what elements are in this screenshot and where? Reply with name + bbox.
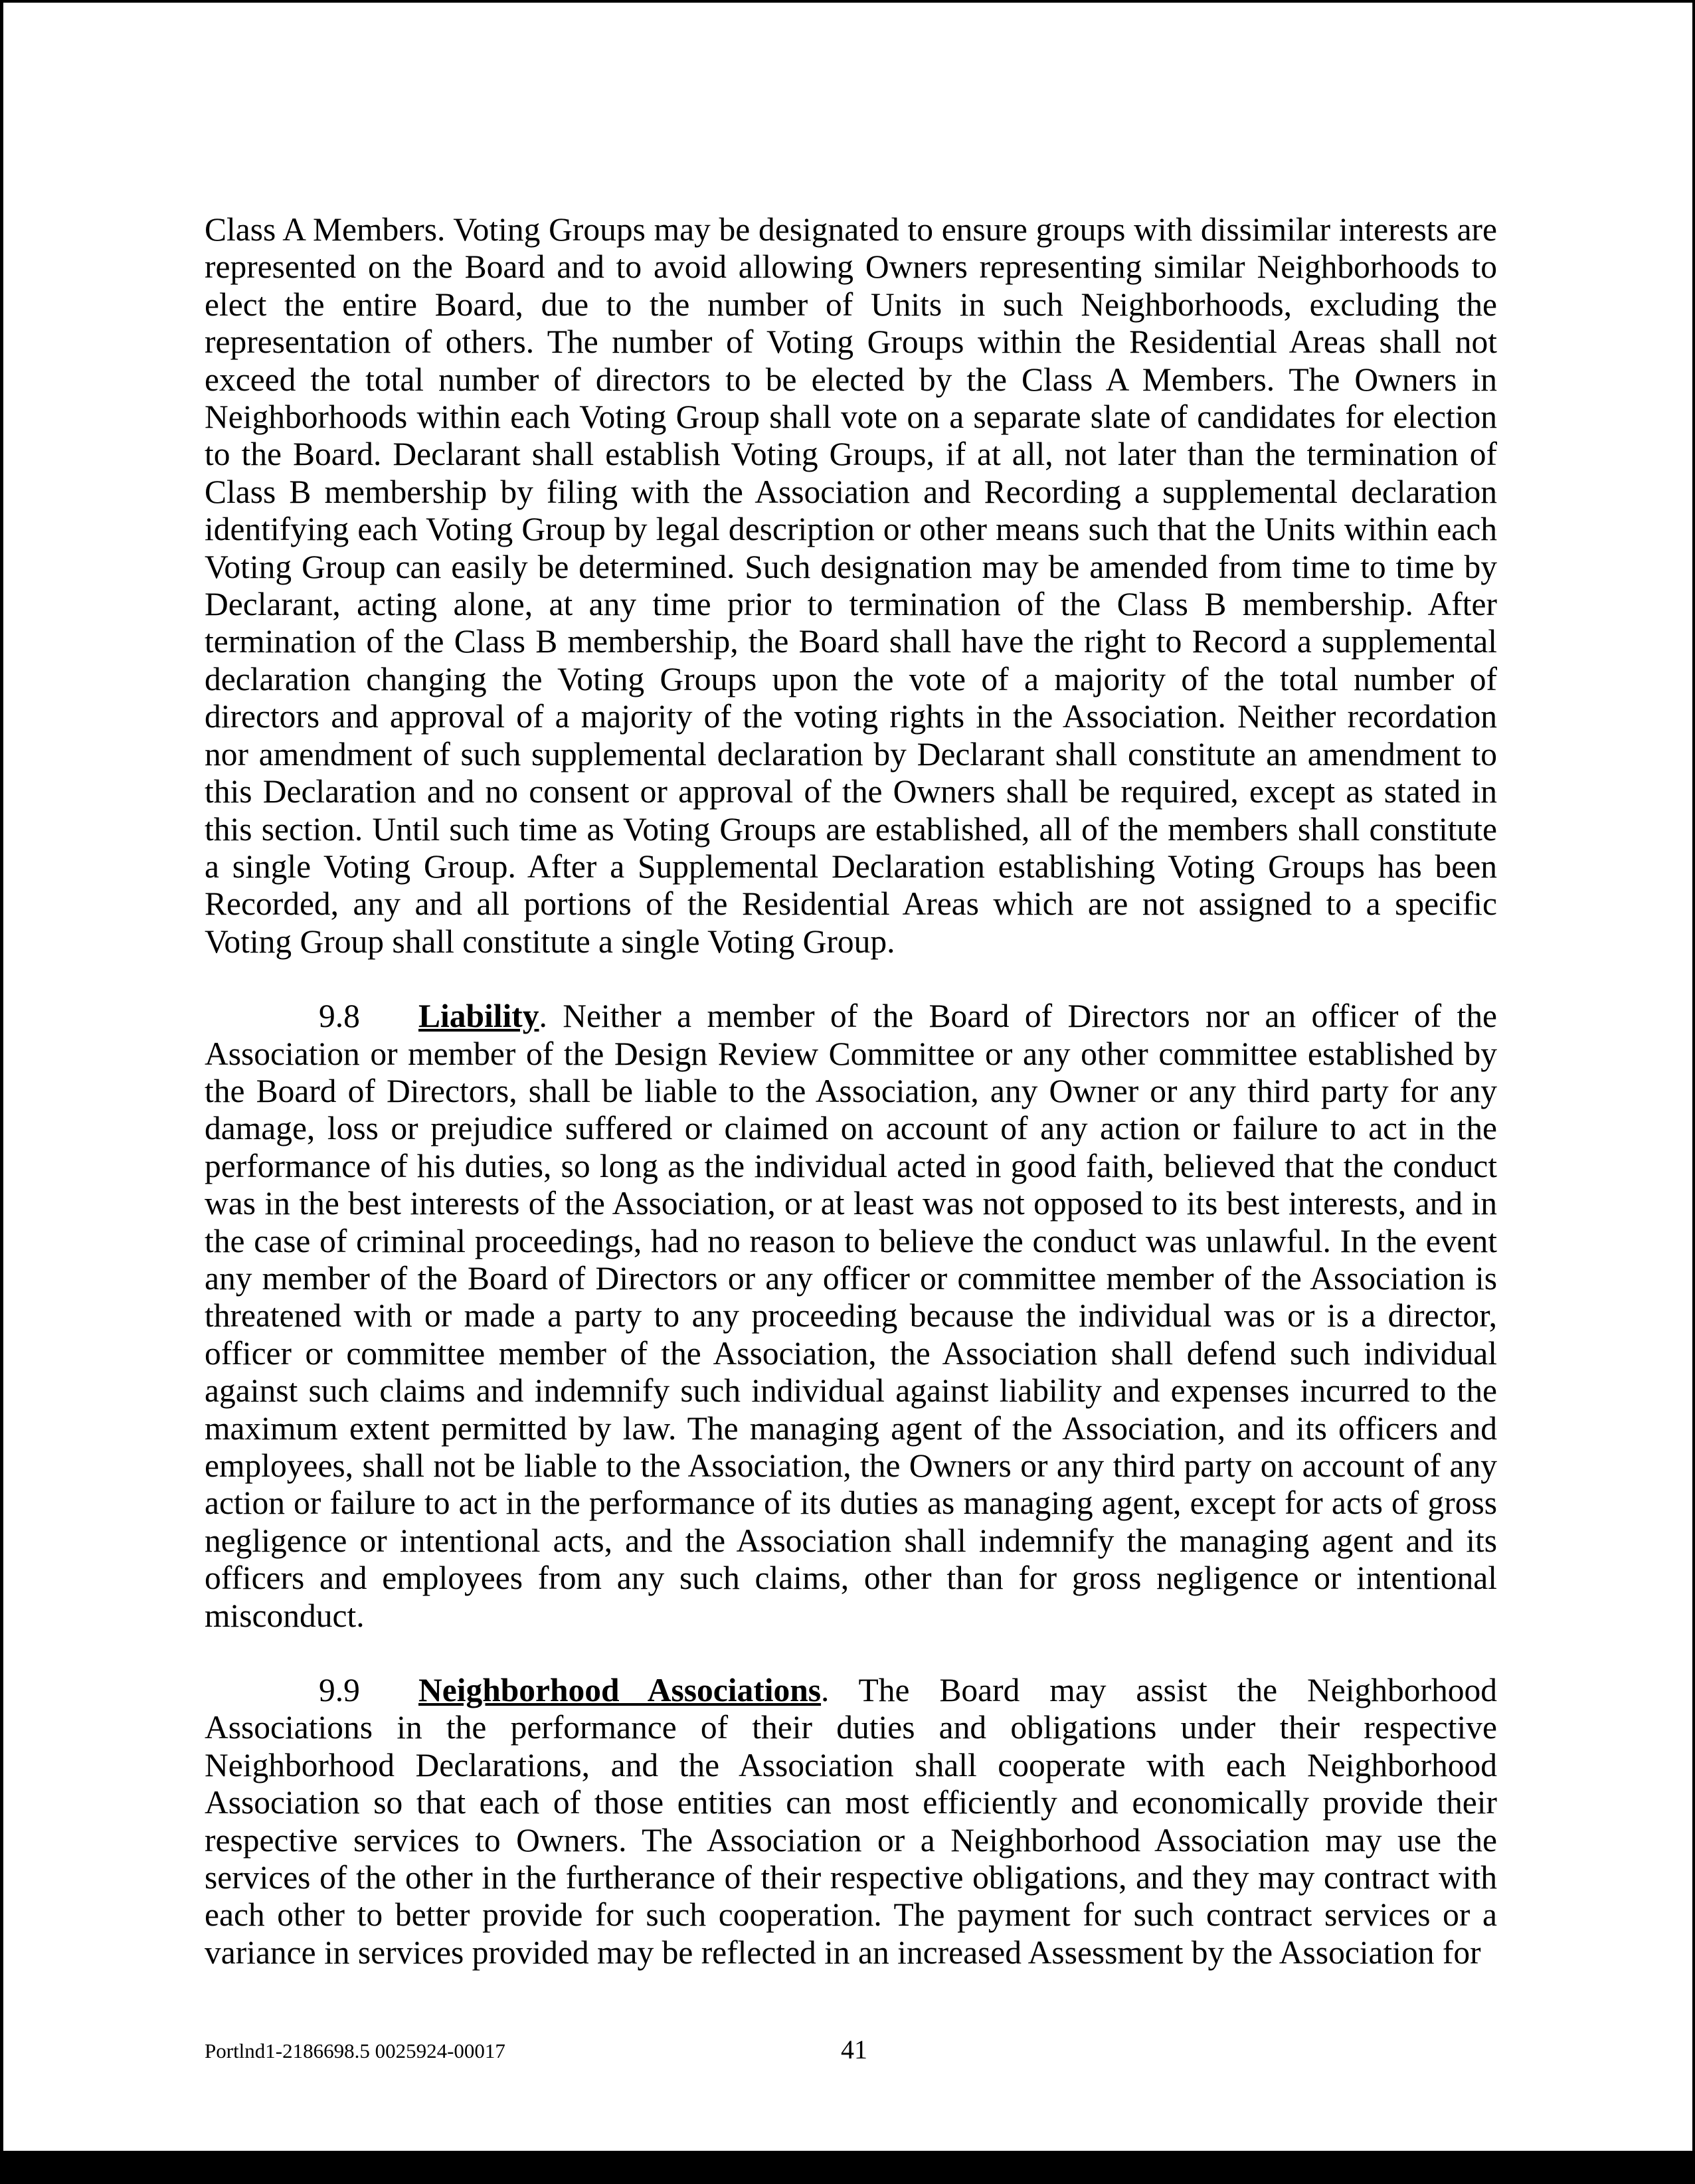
section-9-9-body: . The Board may assist the Neighborhood Associations in the performance of their duties and obligations under their respective Neighborhood Declarations, and the Association shall cooperate with each Neighborhood Association so that each of those entities can most efficiently and economically provide their respective services to Owners. The Association or a Neighborhood Association may use the services of the other in the furtherance of their respective obligations, and they may contract with each other to better provide for such cooperation. The payment for such contract services or a variance in services provided may be reflected in an increased Assessment by the Association for: [205, 1672, 1497, 1971]
section-9-8: [205, 998, 1497, 1635]
section-9-9-number: 9.9: [319, 1672, 360, 1709]
scan-border-right: [1692, 0, 1695, 2184]
section-9-8-number: 9.8: [319, 998, 360, 1035]
scan-border-bottom: [0, 2151, 1695, 2184]
scan-border-top: [0, 0, 1695, 3]
section-9-9: [205, 1672, 1497, 1971]
footer-document-id: Portlnd1-2186698.5 0025924-00017: [205, 2039, 505, 2062]
section-9-9-title: Neighborhood Associations: [418, 1672, 822, 1709]
footer-page-number: 41: [841, 2035, 867, 2064]
continuation-paragraph: Class A Members. Voting Groups may be designated to ensure groups with dissimilar interests are represented on the Board and to avoid allowing Owners representing similar Neighborhoods to elect the entire Board, due to the number of Units in such Neighborhoods, excluding the representation of others. The number of Voting Groups within the Residential Areas shall not exceed the total number of directors to be elected by the Class A Members. The Owners in Neighborhoods within each Voting Group shall vote on a separate slate of candidates for election to the Board. Declarant shall establish Voting Groups, if at all, not later than the termination of Class B membership by filing with the Association and Recording a supplemental declaration identifying each Voting Group by legal description or other means such that the Units within each Voting Group can easily be determined. Such designation may be amended from time to time by Declarant, acting alone, at any time prior to termination of the Class B membership. After termination of the Class B membership, the Board shall have the right to Record a supplemental declaration changing the Voting Groups upon the vote of a majority of the total number of directors and approval of a majority of the voting rights in the Association. Neither recordation nor amendment of such supplemental declaration by Declarant shall constitute an amendment to this Declaration and no consent or approval of the Owners shall be required, except as stated in this section. Until such time as Voting Groups are established, all of the members shall constitute a single Voting Group. After a Supplemental Declaration establishing Voting Groups has been Recorded, any and all portions of the Residential Areas which are not assigned to a specific Voting Group shall constitute a single Voting Group.: [205, 211, 1497, 960]
section-9-8-body: . Neither a member of the Board of Directors nor an officer of the Association or member of the Design Review Committee or any other committee established by the Board of Directors, shall be liable to the Association, any Owner or any third party for any damage, loss or prejudice suffered or claimed on account of any action or failure to act in the performance of his duties, so long as the individual acted in good faith, believed that the conduct was in the best interests of the Association, or at least was not opposed to its best interests, and in the case of criminal proceedings, had no reason to believe the conduct was unlawful. In the event any member of the Board of Directors or any officer or committee member of the Association is threatened with or made a party to any proceeding because the individual was or is a director, officer or committee member of the Association, the Association shall defend such individual against such claims and indemnify such individual against liability and expenses incurred to the maximum extent permitted by law. The managing agent of the Association, and its officers and employees, shall not be liable to the Association, the Owners or any third party on account of any action or failure to act in the performance of its duties as managing agent, except for acts of gross negligence or intentional acts, and the Association shall indemnify the managing agent and its officers and employees from any such claims, other than for gross negligence or intentional misconduct.: [205, 998, 1497, 1634]
document-body: [205, 211, 1497, 1971]
scan-border-left: [0, 0, 3, 2184]
section-9-8-title: Liability: [418, 998, 539, 1035]
